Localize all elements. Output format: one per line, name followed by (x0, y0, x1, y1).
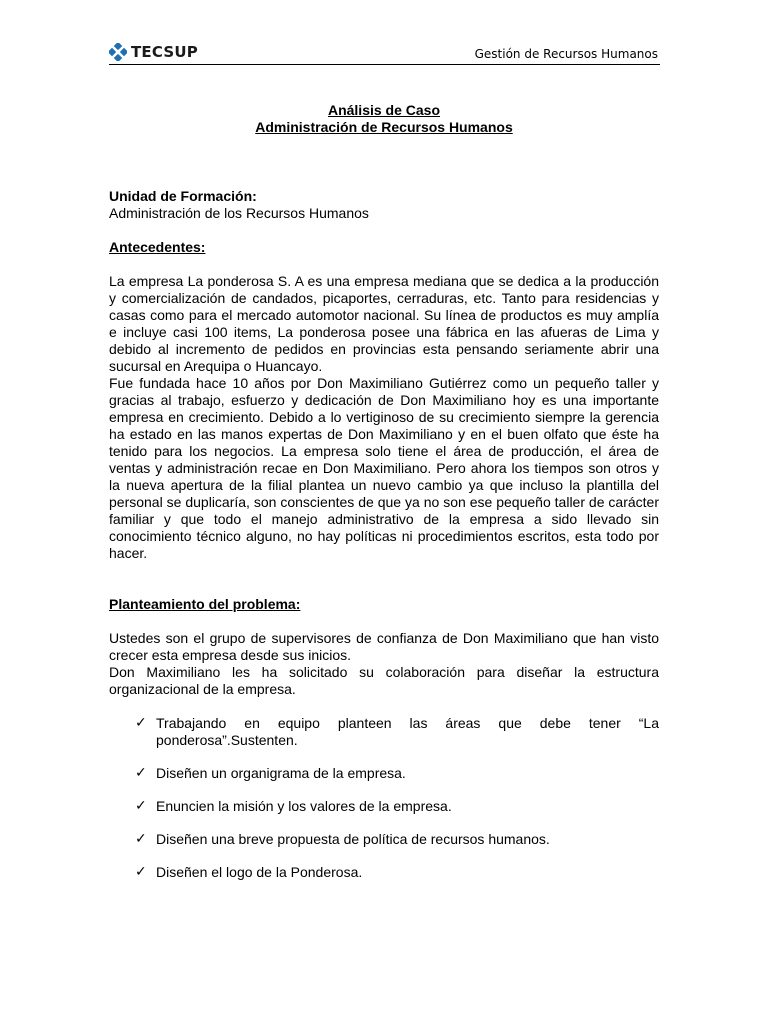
case-title-line1: Análisis de Caso (327, 102, 441, 118)
checkmark-icon: ✓ (135, 798, 147, 814)
tecsup-logo-icon (109, 43, 127, 61)
logo-text: TECSUP (131, 43, 198, 61)
list-item (109, 765, 659, 782)
list-item (109, 864, 659, 881)
list-item (109, 831, 659, 848)
unidad-text: Administración de los Recursos Humanos (109, 205, 369, 221)
list-item-text: Diseñen un organigrama de la empresa. (156, 765, 406, 781)
antecedentes-heading: Antecedentes: (109, 239, 206, 255)
list-item-text: Trabajando en equipo planteen las áreas que debe tener “La ponderosa”.Sustenten. (156, 715, 659, 748)
case-title (109, 102, 659, 136)
antecedentes-paragraph-2: Fue fundada hace 10 años por Don Maximiliano Gutiérrez como un pequeño taller y gracias al trabajo, esfuerzo y dedicación de Don Maximiliano hoy es una importante empresa en crecimiento. Debido a lo vertiginoso de su crecimiento siempre la gerencia ha estado en las manos expertas de Don Maximiliano y en el buen olfato que éste ha tenido para los negocios. La empresa solo tiene el área de producción, el área de ventas y administración recae en Don Maximiliano. Pero ahora los tiempos son otros y la nueva apertura de la filial plantea un nuevo cambio ya que incluso la plantilla del personal se duplicaría, son conscientes de que ya no son ese pequeño taller de carácter familiar y que todo el manejo administrativo de la empresa a sido llevado sin conocimiento técnico alguno, no hay políticas ni procedimientos escritos, esta todo por hacer. (109, 375, 659, 561)
header-document-title: Gestión de Recursos Humanos (474, 47, 658, 61)
checkmark-icon: ✓ (135, 864, 147, 880)
list-item-text: Enuncien la misión y los valores de la empresa. (156, 798, 452, 814)
planteamiento-paragraph-1: Ustedes son el grupo de supervisores de confianza de Don Maximiliano que han visto crecer esta empresa desde sus inicios. (109, 630, 659, 663)
planteamiento-heading: Planteamiento del problema: (109, 596, 301, 612)
list-item (109, 798, 659, 815)
planteamiento-paragraph-2: Don Maximiliano les ha solicitado su colaboración para diseñar la estructura organizacional de la empresa. (109, 664, 659, 697)
checkmark-icon: ✓ (135, 831, 147, 847)
list-item-text: Diseñen una breve propuesta de política de recursos humanos. (156, 831, 550, 847)
unidad-heading: Unidad de Formación: (109, 188, 257, 204)
checkmark-icon: ✓ (135, 765, 147, 781)
tecsup-logo (109, 42, 198, 62)
page-header (109, 42, 660, 65)
checkmark-icon: ✓ (135, 715, 147, 731)
document-body (109, 102, 659, 897)
task-checklist (109, 715, 659, 881)
case-title-line2: Administración de Recursos Humanos (255, 119, 513, 135)
list-item-text: Diseñen el logo de la Ponderosa. (156, 864, 363, 880)
list-item (109, 715, 659, 749)
antecedentes-paragraph-1: La empresa La ponderosa S. A es una empresa mediana que se dedica a la producción y comercialización de candados, picaportes, cerraduras, etc. Tanto para residencias y casas como para el mercado automotor nacional. Su línea de productos es muy amplía e incluye casi 100 items, La ponderosa posee una fábrica en las afueras de Lima y debido al incremento de pedidos en provincias esta pensando seriamente abrir una sucursal en Arequipa o Huancayo. (109, 273, 659, 374)
